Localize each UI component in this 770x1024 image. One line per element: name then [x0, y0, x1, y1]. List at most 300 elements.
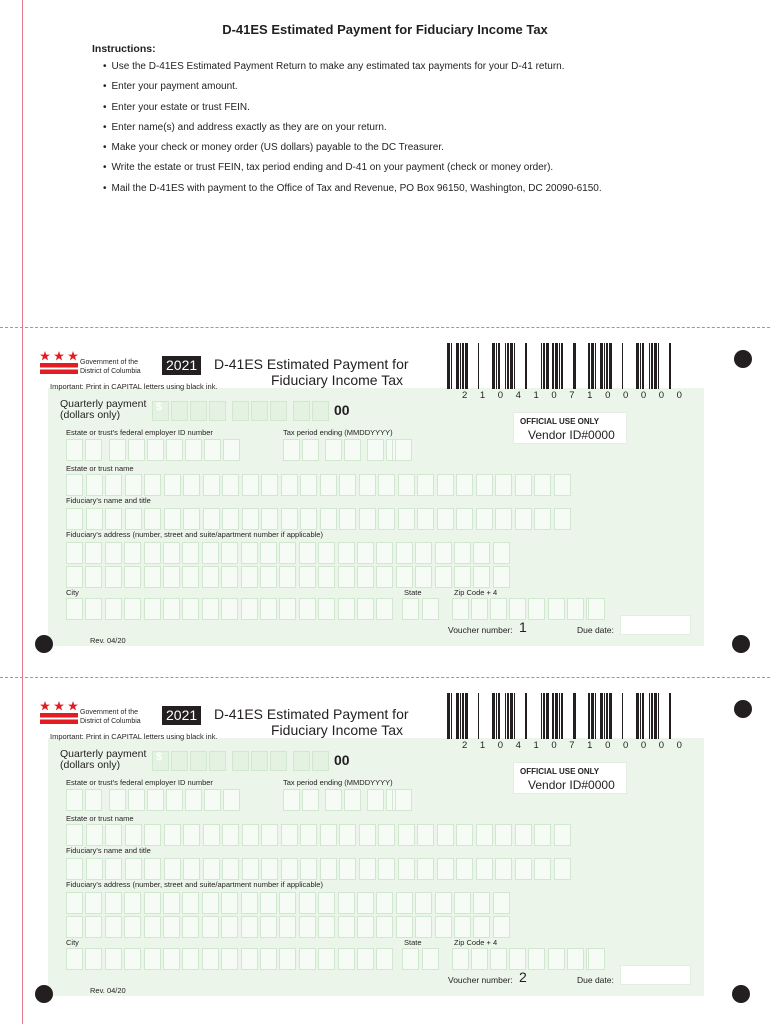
- char-box[interactable]: [338, 598, 355, 620]
- char-box[interactable]: [144, 474, 161, 496]
- char-box[interactable]: [398, 824, 415, 846]
- char-box[interactable]: [456, 474, 473, 496]
- char-box[interactable]: [261, 474, 278, 496]
- char-box[interactable]: [338, 916, 355, 938]
- char-box[interactable]: [435, 566, 452, 588]
- char-box[interactable]: [471, 598, 488, 620]
- char-box[interactable]: [338, 566, 355, 588]
- char-box[interactable]: [299, 542, 316, 564]
- char-box[interactable]: [312, 751, 329, 771]
- char-box[interactable]: [279, 542, 296, 564]
- fein-input[interactable]: [66, 789, 246, 811]
- char-box[interactable]: [359, 474, 376, 496]
- char-box[interactable]: [318, 598, 335, 620]
- char-box[interactable]: [417, 508, 434, 530]
- char-box[interactable]: [396, 566, 413, 588]
- char-box[interactable]: [338, 948, 355, 970]
- char-box[interactable]: [144, 542, 161, 564]
- char-box[interactable]: [476, 824, 493, 846]
- char-box[interactable]: [86, 474, 103, 496]
- char-box[interactable]: [202, 598, 219, 620]
- char-box[interactable]: [376, 542, 393, 564]
- char-box[interactable]: [493, 916, 510, 938]
- char-box[interactable]: [473, 916, 490, 938]
- char-box[interactable]: [299, 598, 316, 620]
- char-box[interactable]: [493, 542, 510, 564]
- char-box[interactable]: [376, 948, 393, 970]
- char-box[interactable]: [190, 751, 207, 771]
- char-box[interactable]: [182, 542, 199, 564]
- char-box[interactable]: [548, 598, 565, 620]
- char-box[interactable]: [222, 474, 239, 496]
- char-box[interactable]: [344, 789, 361, 811]
- char-box[interactable]: [105, 542, 122, 564]
- char-box[interactable]: [204, 789, 221, 811]
- char-box[interactable]: [279, 916, 296, 938]
- char-box[interactable]: [232, 401, 249, 421]
- tax-period-input[interactable]: [283, 439, 413, 461]
- char-box[interactable]: [300, 508, 317, 530]
- char-box[interactable]: [588, 598, 605, 620]
- char-box[interactable]: [320, 508, 337, 530]
- char-box[interactable]: [452, 948, 469, 970]
- char-box[interactable]: [270, 401, 287, 421]
- char-box[interactable]: [105, 598, 122, 620]
- char-box[interactable]: [85, 598, 102, 620]
- char-box[interactable]: [166, 789, 183, 811]
- char-box[interactable]: [299, 948, 316, 970]
- char-box[interactable]: [344, 439, 361, 461]
- char-box[interactable]: [144, 858, 161, 880]
- due-date-input[interactable]: [620, 965, 691, 985]
- char-box[interactable]: [182, 566, 199, 588]
- char-box[interactable]: [251, 401, 268, 421]
- char-box[interactable]: [398, 474, 415, 496]
- char-box[interactable]: [422, 598, 439, 620]
- char-box[interactable]: [85, 892, 102, 914]
- char-box[interactable]: [144, 892, 161, 914]
- char-box[interactable]: [473, 566, 490, 588]
- char-box[interactable]: [554, 858, 571, 880]
- char-box[interactable]: [105, 508, 122, 530]
- char-box[interactable]: [548, 948, 565, 970]
- char-box[interactable]: [281, 824, 298, 846]
- fiduciary-name-input[interactable]: [66, 858, 572, 880]
- char-box[interactable]: [415, 542, 432, 564]
- char-box[interactable]: [395, 789, 412, 811]
- char-box[interactable]: [454, 542, 471, 564]
- char-box[interactable]: [105, 824, 122, 846]
- address-line1-input[interactable]: [66, 542, 510, 564]
- char-box[interactable]: [190, 401, 207, 421]
- char-box[interactable]: [85, 542, 102, 564]
- char-box[interactable]: [435, 542, 452, 564]
- char-box[interactable]: [86, 508, 103, 530]
- char-box[interactable]: [85, 916, 102, 938]
- estate-name-input[interactable]: [66, 824, 572, 846]
- char-box[interactable]: [66, 598, 83, 620]
- char-box[interactable]: [528, 598, 545, 620]
- char-box[interactable]: [66, 789, 83, 811]
- char-box[interactable]: [66, 508, 83, 530]
- char-box[interactable]: [318, 542, 335, 564]
- due-date-input[interactable]: [620, 615, 691, 635]
- char-box[interactable]: [270, 751, 287, 771]
- char-box[interactable]: [279, 566, 296, 588]
- char-box[interactable]: [128, 439, 145, 461]
- char-box[interactable]: [299, 916, 316, 938]
- char-box[interactable]: [222, 824, 239, 846]
- char-box[interactable]: [422, 948, 439, 970]
- fiduciary-name-input[interactable]: [66, 508, 572, 530]
- char-box[interactable]: [417, 474, 434, 496]
- char-box[interactable]: [163, 566, 180, 588]
- char-box[interactable]: [320, 824, 337, 846]
- char-box[interactable]: [203, 508, 220, 530]
- char-box[interactable]: [378, 474, 395, 496]
- char-box[interactable]: [490, 948, 507, 970]
- char-box[interactable]: [85, 566, 102, 588]
- char-box[interactable]: [124, 566, 141, 588]
- char-box[interactable]: [515, 858, 532, 880]
- char-box[interactable]: [86, 858, 103, 880]
- char-box[interactable]: [223, 789, 240, 811]
- char-box[interactable]: [124, 598, 141, 620]
- char-box[interactable]: [476, 474, 493, 496]
- estate-name-input[interactable]: [66, 474, 572, 496]
- char-box[interactable]: [164, 474, 181, 496]
- city-input[interactable]: [66, 598, 396, 620]
- char-box[interactable]: [367, 439, 384, 461]
- char-box[interactable]: [209, 751, 226, 771]
- char-box[interactable]: [554, 824, 571, 846]
- char-box[interactable]: [302, 789, 319, 811]
- char-box[interactable]: [417, 858, 434, 880]
- char-box[interactable]: [144, 916, 161, 938]
- char-box[interactable]: [183, 824, 200, 846]
- char-box[interactable]: [396, 916, 413, 938]
- char-box[interactable]: [312, 401, 329, 421]
- char-box[interactable]: [183, 474, 200, 496]
- char-box[interactable]: [171, 751, 188, 771]
- char-box[interactable]: [325, 789, 342, 811]
- char-box[interactable]: [182, 948, 199, 970]
- char-box[interactable]: [182, 892, 199, 914]
- char-box[interactable]: [509, 598, 526, 620]
- char-box[interactable]: [105, 916, 122, 938]
- char-box[interactable]: [300, 858, 317, 880]
- char-box[interactable]: [338, 892, 355, 914]
- char-box[interactable]: [147, 789, 164, 811]
- char-box[interactable]: [357, 916, 374, 938]
- char-box[interactable]: [339, 858, 356, 880]
- state-input[interactable]: [402, 598, 440, 620]
- char-box[interactable]: [242, 824, 259, 846]
- char-box[interactable]: [367, 789, 384, 811]
- char-box[interactable]: [378, 508, 395, 530]
- char-box[interactable]: [242, 508, 259, 530]
- char-box[interactable]: [378, 858, 395, 880]
- char-box[interactable]: [202, 566, 219, 588]
- char-box[interactable]: [456, 824, 473, 846]
- char-box[interactable]: [357, 566, 374, 588]
- char-box[interactable]: [376, 598, 393, 620]
- char-box[interactable]: [242, 858, 259, 880]
- char-box[interactable]: [299, 566, 316, 588]
- char-box[interactable]: [182, 916, 199, 938]
- char-box[interactable]: [437, 858, 454, 880]
- char-box[interactable]: [85, 948, 102, 970]
- char-box[interactable]: [281, 858, 298, 880]
- char-box[interactable]: [109, 789, 126, 811]
- char-box[interactable]: [528, 948, 545, 970]
- char-box[interactable]: [209, 401, 226, 421]
- zip-input[interactable]: [452, 948, 606, 970]
- char-box[interactable]: [144, 598, 161, 620]
- char-box[interactable]: [281, 508, 298, 530]
- quarterly-payment-input[interactable]: [152, 401, 332, 423]
- char-box[interactable]: [128, 789, 145, 811]
- char-box[interactable]: [163, 948, 180, 970]
- char-box[interactable]: [66, 916, 83, 938]
- char-box[interactable]: [164, 508, 181, 530]
- char-box[interactable]: [357, 948, 374, 970]
- char-box[interactable]: [293, 401, 310, 421]
- char-box[interactable]: [398, 858, 415, 880]
- char-box[interactable]: [85, 439, 102, 461]
- char-box[interactable]: [454, 916, 471, 938]
- char-box[interactable]: [144, 508, 161, 530]
- char-box[interactable]: [435, 916, 452, 938]
- char-box[interactable]: [125, 474, 142, 496]
- char-box[interactable]: [320, 474, 337, 496]
- char-box[interactable]: [415, 916, 432, 938]
- char-box[interactable]: [435, 892, 452, 914]
- address-line2-input[interactable]: [66, 916, 510, 938]
- char-box[interactable]: [299, 892, 316, 914]
- char-box[interactable]: [86, 824, 103, 846]
- char-box[interactable]: [109, 439, 126, 461]
- char-box[interactable]: [66, 892, 83, 914]
- char-box[interactable]: [203, 858, 220, 880]
- char-box[interactable]: [509, 948, 526, 970]
- char-box[interactable]: [66, 858, 83, 880]
- char-box[interactable]: [203, 474, 220, 496]
- char-box[interactable]: [417, 824, 434, 846]
- char-box[interactable]: [283, 439, 300, 461]
- char-box[interactable]: [260, 598, 277, 620]
- char-box[interactable]: [357, 598, 374, 620]
- char-box[interactable]: [476, 858, 493, 880]
- char-box[interactable]: [144, 824, 161, 846]
- char-box[interactable]: [325, 439, 342, 461]
- char-box[interactable]: [378, 824, 395, 846]
- char-box[interactable]: [495, 474, 512, 496]
- char-box[interactable]: [260, 566, 277, 588]
- char-box[interactable]: [515, 474, 532, 496]
- char-box[interactable]: [124, 948, 141, 970]
- char-box[interactable]: [437, 824, 454, 846]
- char-box[interactable]: [241, 598, 258, 620]
- char-box[interactable]: [396, 542, 413, 564]
- char-box[interactable]: [476, 508, 493, 530]
- char-box[interactable]: [456, 508, 473, 530]
- char-box[interactable]: [473, 892, 490, 914]
- char-box[interactable]: [318, 892, 335, 914]
- char-box[interactable]: [241, 916, 258, 938]
- char-box[interactable]: [66, 566, 83, 588]
- char-box[interactable]: [66, 439, 83, 461]
- char-box[interactable]: [221, 892, 238, 914]
- char-box[interactable]: [376, 566, 393, 588]
- char-box[interactable]: [359, 508, 376, 530]
- char-box[interactable]: [202, 892, 219, 914]
- char-box[interactable]: [415, 892, 432, 914]
- char-box[interactable]: [251, 751, 268, 771]
- address-line1-input[interactable]: [66, 892, 510, 914]
- char-box[interactable]: [105, 474, 122, 496]
- char-box[interactable]: [339, 474, 356, 496]
- char-box[interactable]: [260, 916, 277, 938]
- char-box[interactable]: [222, 508, 239, 530]
- char-box[interactable]: [221, 948, 238, 970]
- char-box[interactable]: [232, 751, 249, 771]
- char-box[interactable]: [202, 948, 219, 970]
- char-box[interactable]: [554, 474, 571, 496]
- char-box[interactable]: [125, 508, 142, 530]
- char-box[interactable]: [473, 542, 490, 564]
- char-box[interactable]: [452, 598, 469, 620]
- char-box[interactable]: [293, 751, 310, 771]
- char-box[interactable]: [376, 916, 393, 938]
- char-box[interactable]: [376, 892, 393, 914]
- char-box[interactable]: [359, 858, 376, 880]
- char-box[interactable]: [338, 542, 355, 564]
- quarterly-payment-input[interactable]: [152, 751, 332, 773]
- char-box[interactable]: [185, 439, 202, 461]
- char-box[interactable]: [471, 948, 488, 970]
- char-box[interactable]: [183, 858, 200, 880]
- char-box[interactable]: [125, 858, 142, 880]
- char-box[interactable]: [241, 542, 258, 564]
- char-box[interactable]: [260, 892, 277, 914]
- char-box[interactable]: [124, 542, 141, 564]
- zip-input[interactable]: [452, 598, 606, 620]
- char-box[interactable]: [202, 916, 219, 938]
- char-box[interactable]: [223, 439, 240, 461]
- char-box[interactable]: [241, 892, 258, 914]
- char-box[interactable]: [534, 858, 551, 880]
- char-box[interactable]: [105, 948, 122, 970]
- char-box[interactable]: [318, 916, 335, 938]
- char-box[interactable]: [437, 508, 454, 530]
- char-box[interactable]: [204, 439, 221, 461]
- char-box[interactable]: [66, 824, 83, 846]
- char-box[interactable]: [398, 508, 415, 530]
- char-box[interactable]: [437, 474, 454, 496]
- char-box[interactable]: [222, 858, 239, 880]
- char-box[interactable]: [359, 824, 376, 846]
- char-box[interactable]: [339, 508, 356, 530]
- char-box[interactable]: [124, 892, 141, 914]
- char-box[interactable]: [260, 948, 277, 970]
- char-box[interactable]: [163, 892, 180, 914]
- char-box[interactable]: [105, 566, 122, 588]
- char-box[interactable]: [490, 598, 507, 620]
- char-box[interactable]: [66, 474, 83, 496]
- char-box[interactable]: [395, 439, 412, 461]
- char-box[interactable]: [300, 474, 317, 496]
- char-box[interactable]: [163, 542, 180, 564]
- char-box[interactable]: [320, 858, 337, 880]
- fein-input[interactable]: [66, 439, 246, 461]
- char-box[interactable]: [456, 858, 473, 880]
- char-box[interactable]: [242, 474, 259, 496]
- char-box[interactable]: [357, 892, 374, 914]
- char-box[interactable]: [567, 948, 584, 970]
- char-box[interactable]: [495, 824, 512, 846]
- char-box[interactable]: [125, 824, 142, 846]
- char-box[interactable]: [241, 948, 258, 970]
- char-box[interactable]: [202, 542, 219, 564]
- char-box[interactable]: [415, 566, 432, 588]
- char-box[interactable]: [493, 892, 510, 914]
- char-box[interactable]: [534, 474, 551, 496]
- char-box[interactable]: [318, 566, 335, 588]
- char-box[interactable]: [185, 789, 202, 811]
- char-box[interactable]: [279, 892, 296, 914]
- char-box[interactable]: [588, 948, 605, 970]
- char-box[interactable]: [300, 824, 317, 846]
- char-box[interactable]: [183, 508, 200, 530]
- char-box[interactable]: [261, 508, 278, 530]
- char-box[interactable]: [396, 892, 413, 914]
- char-box[interactable]: [454, 566, 471, 588]
- char-box[interactable]: [164, 824, 181, 846]
- char-box[interactable]: [402, 948, 419, 970]
- char-box[interactable]: [283, 789, 300, 811]
- char-box[interactable]: [163, 598, 180, 620]
- char-box[interactable]: [515, 824, 532, 846]
- char-box[interactable]: [495, 858, 512, 880]
- char-box[interactable]: [203, 824, 220, 846]
- char-box[interactable]: [261, 858, 278, 880]
- char-box[interactable]: [221, 566, 238, 588]
- char-box[interactable]: [534, 824, 551, 846]
- tax-period-input[interactable]: [283, 789, 413, 811]
- char-box[interactable]: [221, 542, 238, 564]
- char-box[interactable]: [260, 542, 277, 564]
- char-box[interactable]: [171, 401, 188, 421]
- char-box[interactable]: [495, 508, 512, 530]
- char-box[interactable]: [66, 948, 83, 970]
- char-box[interactable]: [163, 916, 180, 938]
- char-box[interactable]: [454, 892, 471, 914]
- char-box[interactable]: [144, 948, 161, 970]
- address-line2-input[interactable]: [66, 566, 510, 588]
- char-box[interactable]: [318, 948, 335, 970]
- char-box[interactable]: [221, 916, 238, 938]
- char-box[interactable]: [534, 508, 551, 530]
- char-box[interactable]: [567, 598, 584, 620]
- city-input[interactable]: [66, 948, 396, 970]
- char-box[interactable]: [515, 508, 532, 530]
- char-box[interactable]: [66, 542, 83, 564]
- char-box[interactable]: [166, 439, 183, 461]
- char-box[interactable]: [339, 824, 356, 846]
- char-box[interactable]: [144, 566, 161, 588]
- char-box[interactable]: [554, 508, 571, 530]
